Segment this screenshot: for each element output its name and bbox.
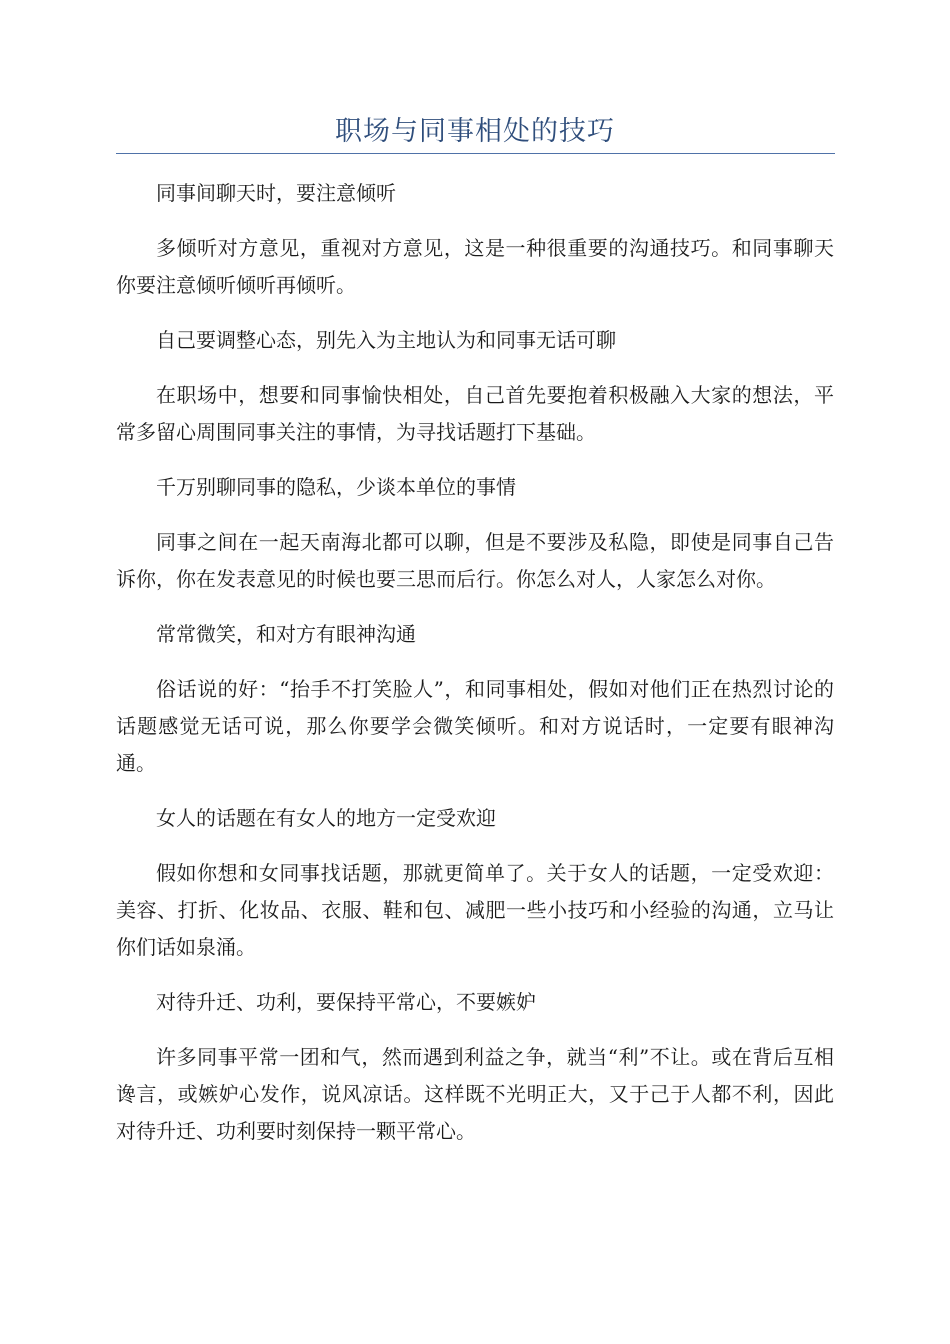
body-paragraph: 在职场中，想要和同事愉快相处，自己首先要抱着积极融入大家的想法，平常多留心周围同事关注的事情，为寻找话题打下基础。	[116, 383, 834, 444]
section-heading: 千万别聊同事的隐私，少谈本单位的事情	[156, 475, 516, 499]
body-paragraph: 假如你想和女同事找话题，那就更简单了。关于女人的话题，一定受欢迎：美容、打折、化妆品、衣服、鞋和包、减肥一些小技巧和小经验的沟通，立马让你们话如泉涌。	[116, 861, 834, 959]
title-underline	[116, 153, 835, 154]
section-heading: 常常微笑，和对方有眼神沟通	[156, 622, 416, 646]
body-paragraph: 许多同事平常一团和气，然而遇到利益之争，就当“利”不让。或在背后互相谗言，或嫉妒心发作，说风凉话。这样既不光明正大，又于己于人都不利，因此对待升迁、功利要时刻保持一颗平常心。	[116, 1045, 834, 1143]
section-heading: 对待升迁、功利，要保持平常心，不要嫉妒	[156, 990, 536, 1014]
section-heading: 女人的话题在有女人的地方一定受欢迎	[156, 806, 496, 830]
section-heading: 同事间聊天时，要注意倾听	[156, 181, 396, 205]
body-paragraph: 同事之间在一起天南海北都可以聊，但是不要涉及私隐，即使是同事自己告诉你，你在发表意见的时候也要三思而后行。你怎么对人，人家怎么对你。	[116, 530, 834, 591]
document-body	[116, 175, 834, 1168]
body-paragraph: 俗话说的好：“抬手不打笑脸人”，和同事相处，假如对他们正在热烈讨论的话题感觉无话可说，那么你要学会微笑倾听。和对方说话时，一定要有眼神沟通。	[116, 677, 834, 775]
section-heading: 自己要调整心态，别先入为主地认为和同事无话可聊	[156, 328, 616, 352]
body-paragraph: 多倾听对方意见，重视对方意见，这是一种很重要的沟通技巧。和同事聊天你要注意倾听倾听再倾听。	[116, 236, 834, 297]
document-title: 职场与同事相处的技巧	[335, 116, 615, 147]
